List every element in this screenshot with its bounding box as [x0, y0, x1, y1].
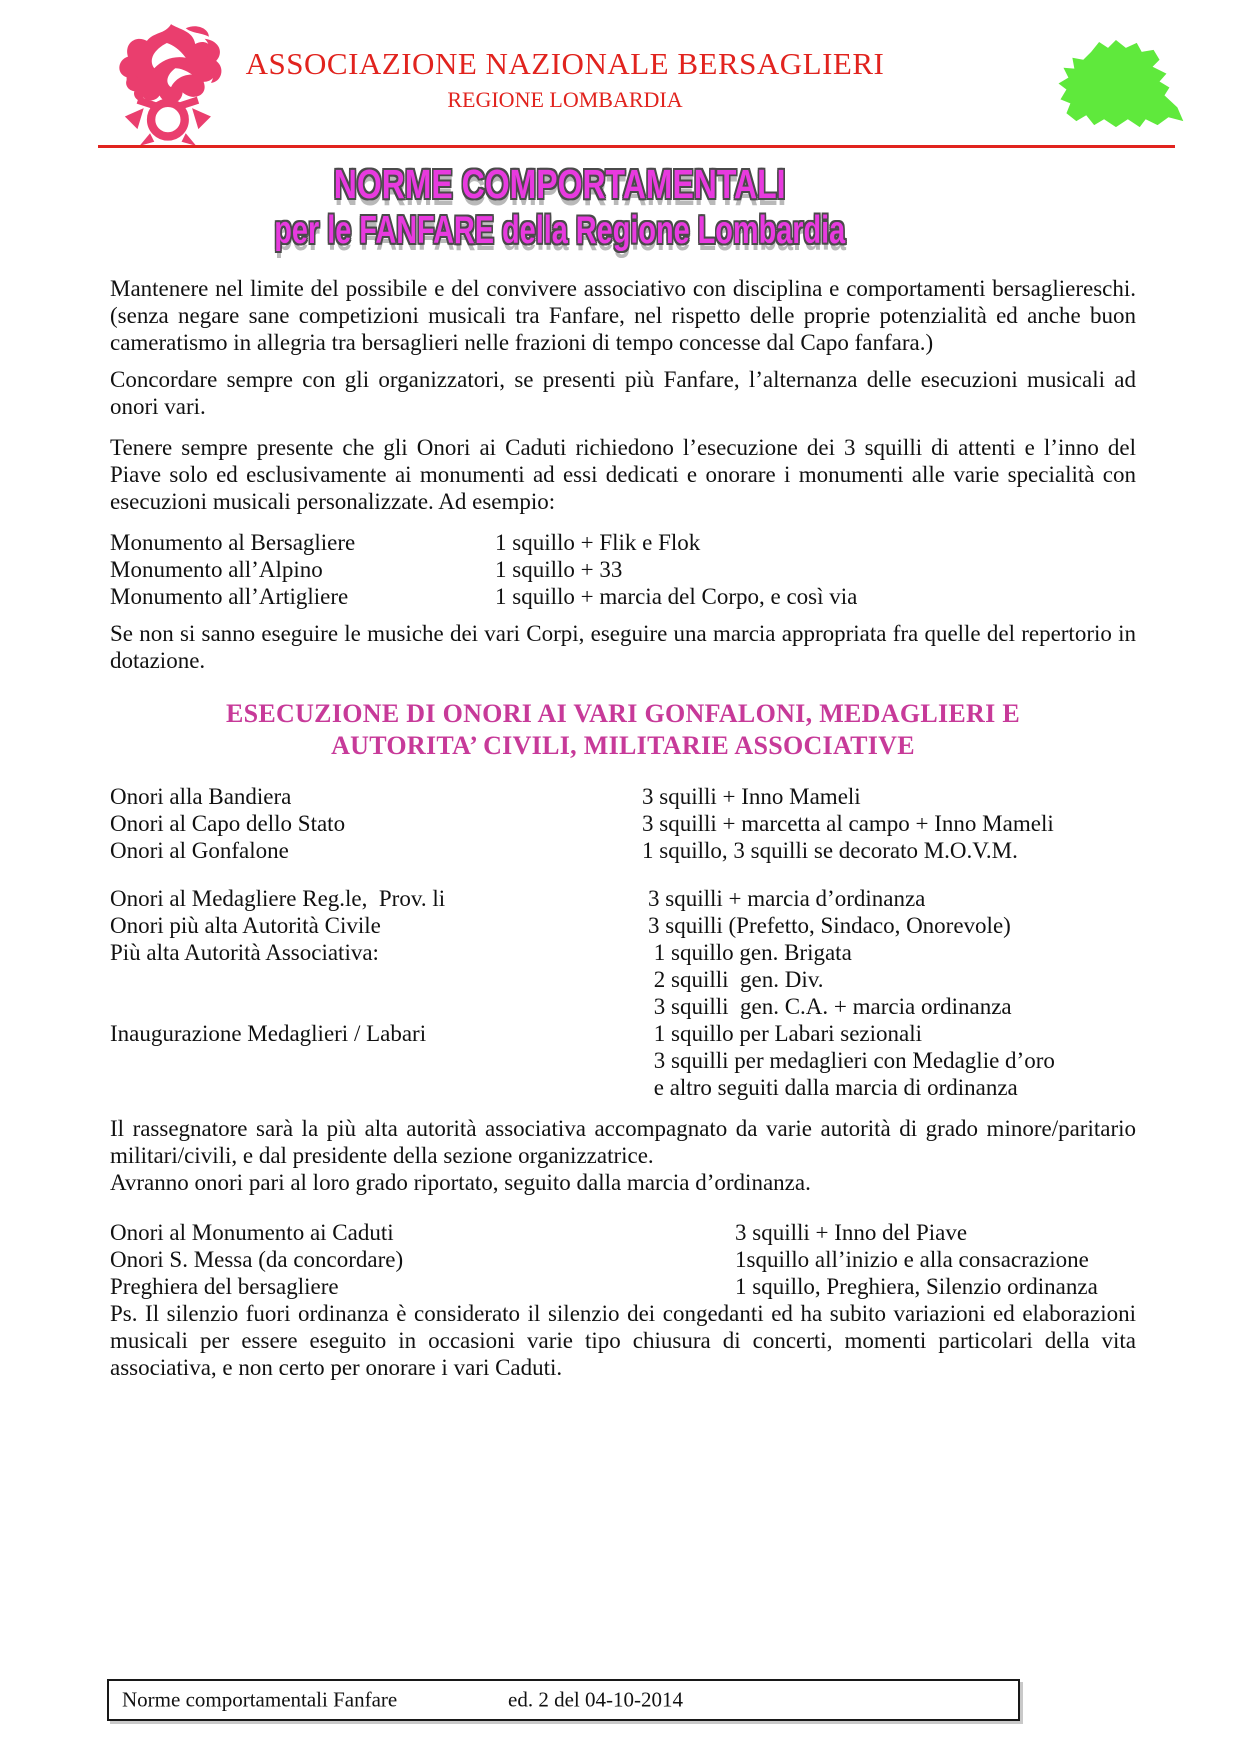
row-value: 3 squilli per medaglieri con Medaglie d’oro [648, 1048, 1055, 1073]
table-row [110, 783, 1136, 810]
row-label: Preghiera del bersagliere [110, 1274, 339, 1299]
row-label [110, 1047, 648, 1074]
row-value: 3 squilli (Prefetto, Sindaco, Onorevole) [648, 913, 1011, 938]
paragraph-ps-silenzio: Ps. Il silenzio fuori ordinanza è considerato il silenzio dei congedanti ed ha subito variazioni ed elaborazioni musicali per essere eseguito in occasioni varie tipo chiusura di concerti, momenti particolari della vita associativa, e non certo per onorare i vari Caduti. [110, 1301, 1136, 1380]
table-monumenti [110, 529, 1136, 610]
row-value: 3 squilli + marcia d’ordinanza [648, 886, 926, 911]
table-row [110, 993, 1136, 1020]
table-row [110, 810, 1136, 837]
row-label: Onori S. Messa (da concordare) [110, 1247, 404, 1272]
org-title-block [235, 46, 895, 113]
table-row [110, 837, 1136, 864]
paragraph-rassegnatore: Il rassegnatore sarà la più alta autorità associativa accompagnato da varie autorità di grado minore/paritario militari/civili, e dal presidente della sezione organizzatrice. [110, 1116, 1136, 1168]
row-label [110, 1074, 648, 1101]
row-label: Onori alla Bandiera [110, 784, 292, 809]
row-value: 1 squillo + 33 [495, 557, 623, 582]
row-label [110, 966, 648, 993]
table-gonfaloni [110, 783, 1136, 864]
row-value: 3 squilli + marcetta al campo + Inno Mameli [642, 811, 1054, 836]
table-row [110, 1047, 1136, 1074]
section-heading-line-1: ESECUZIONE DI ONORI AI VARI GONFALONI, MEDAGLIERI E [225, 699, 1020, 728]
row-label: Onori al Gonfalone [110, 838, 289, 863]
paragraph-tenere: Tenere sempre presente che gli Onori ai Caduti richiedono l’esecuzione dei 3 squilli di attenti e l’inno del Piave solo ed esclusivamente ai monumenti ad essi dedicati e onorare i monumenti alle varie specialità con esecuzioni musicali personalizzate. Ad esempio: [110, 435, 1136, 514]
footer-document-name: Norme comportamentali Fanfare [122, 1687, 398, 1712]
row-value: 2 squilli gen. Div. [648, 967, 824, 992]
row-value: 1 squillo gen. Brigata [648, 940, 852, 965]
table-row [110, 1074, 1136, 1101]
row-label: Inaugurazione Medaglieri / Labari [110, 1021, 427, 1046]
table-row [110, 529, 1136, 556]
table-row [110, 1219, 1136, 1246]
table-caduti [110, 1219, 1136, 1300]
table-row [110, 885, 1136, 912]
table-row [110, 966, 1136, 993]
row-label [110, 993, 648, 1020]
row-value: 1squillo all’inizio e alla consacrazione [735, 1247, 1089, 1272]
row-label: Onori al Capo dello Stato [110, 811, 346, 836]
table-medaglieri [110, 885, 1136, 1101]
org-name: ASSOCIAZIONE NAZIONALE BERSAGLIERI [245, 46, 885, 81]
footer-edition: ed. 2 del 04-10-2014 [508, 1687, 683, 1712]
section-heading [110, 698, 1136, 762]
title-line-1 [0, 162, 1120, 206]
row-value: 1 squillo + Flik e Flok [495, 530, 701, 555]
row-label: Monumento all’Alpino [110, 557, 323, 582]
row-label: Onori al Medagliere Reg.le, Prov. li [110, 886, 446, 911]
row-value: 1 squillo + marcia del Corpo, e così via [495, 584, 858, 609]
row-value: 1 squillo, Preghiera, Silenzio ordinanza [735, 1274, 1098, 1299]
document-title [0, 162, 1120, 253]
row-value: 1 squillo, 3 squilli se decorato M.O.V.M. [642, 838, 1018, 863]
table-row [110, 939, 1136, 966]
row-value: 1 squillo per Labari sezionali [648, 1021, 923, 1046]
table-row [110, 1246, 1136, 1273]
row-label: Onori più alta Autorità Civile [110, 913, 381, 938]
row-label: Monumento all’Artigliere [110, 584, 349, 609]
paragraph-repertorio: Se non si sanno eseguire le musiche dei vari Corpi, eseguire una marcia appropriata fra quelle del repertorio in dotazione. [110, 621, 1136, 673]
paragraph-mantenere: Mantenere nel limite del possibile e del convivere associativo con disciplina e comportamenti bersagliereschi. (senza negare sane competizioni musicali tra Fanfare, nel rispetto delle proprie potenzialità ed anche buon cameratismo in allegria tra bersaglieri nelle frazioni di tempo concesse dal Capo fanfara.) [110, 276, 1136, 355]
title-line-2 [0, 209, 1120, 253]
bersaglieri-flaming-grenade-icon [112, 22, 228, 148]
footer-box [107, 1679, 1020, 1721]
table-row [110, 1273, 1136, 1300]
table-row [110, 556, 1136, 583]
row-label: Monumento al Bersagliere [110, 530, 356, 555]
title-line-1-text: NORME COMPORTAMENTALI [334, 161, 786, 207]
row-value: 3 squilli + Inno Mameli [642, 784, 861, 809]
header-divider [98, 145, 1175, 148]
paragraph-avranno-onori: Avranno onori pari al loro grado riportato, seguito dalla marcia d’ordinanza. [110, 1170, 811, 1195]
org-region: REGIONE LOMBARDIA [447, 87, 683, 112]
document-body [0, 275, 1241, 1381]
page-header [0, 0, 1241, 150]
table-row [110, 583, 1136, 610]
row-value: e altro seguiti dalla marcia di ordinanza [648, 1075, 1018, 1100]
paragraph-concordare: Concordare sempre con gli organizzatori, se presenti più Fanfare, l’alternanza delle esecuzioni musicali ad onori vari. [110, 367, 1136, 419]
row-label: Più alta Autorità Associativa: [110, 940, 379, 965]
table-row [110, 1020, 1136, 1047]
table-row [110, 912, 1136, 939]
row-label: Onori al Monumento ai Caduti [110, 1220, 394, 1245]
row-value: 3 squilli + Inno del Piave [735, 1220, 968, 1245]
section-heading-line-2: AUTORITA’ CIVILI, MILITARIE ASSOCIATIVE [331, 731, 915, 760]
lombardia-region-map-icon [1036, 36, 1186, 140]
title-line-2-text: per le FANFARE della Regione Lombardia [274, 209, 846, 252]
row-value: 3 squilli gen. C.A. + marcia ordinanza [648, 994, 1012, 1019]
